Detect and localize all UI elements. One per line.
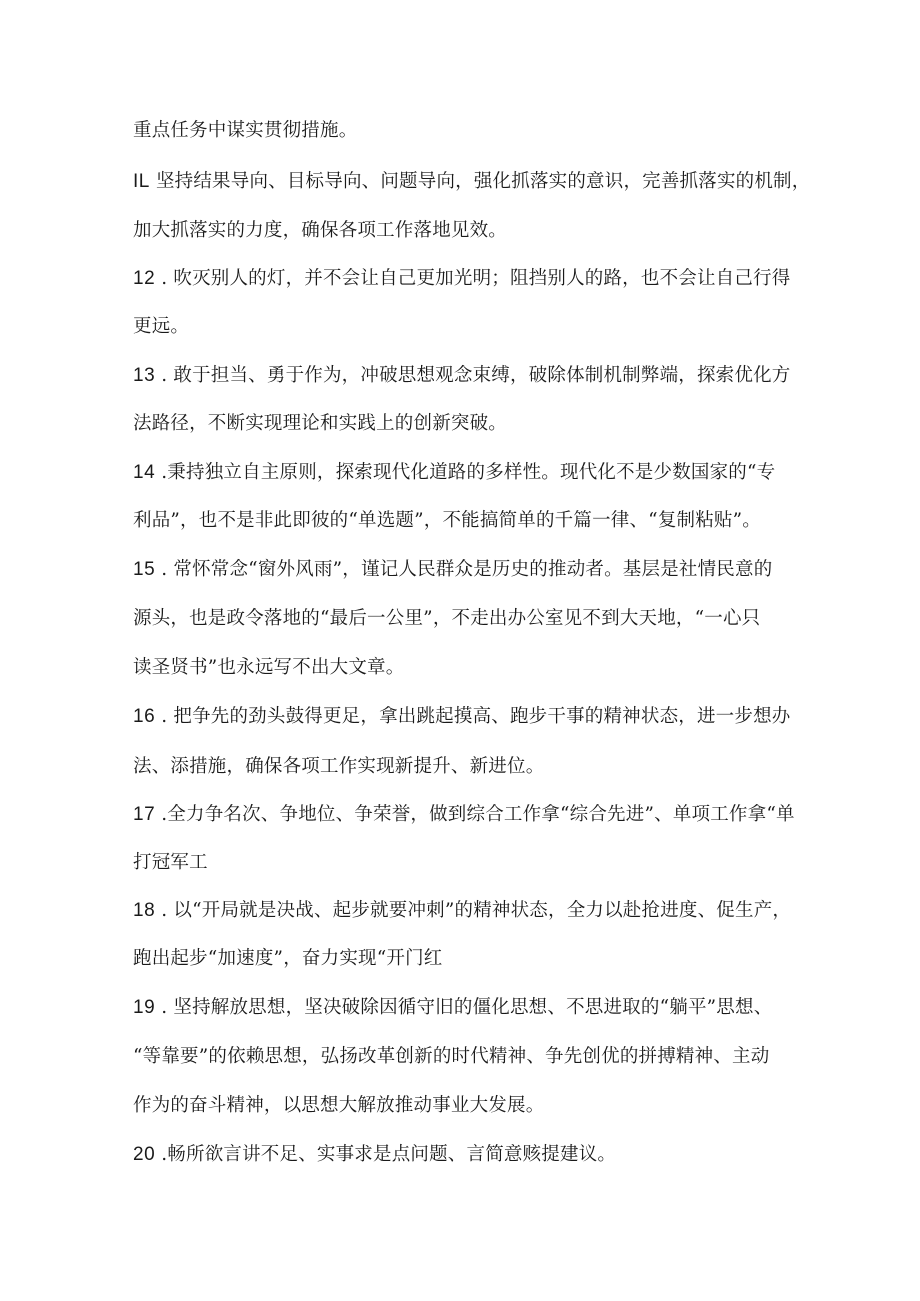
line-text: 读圣贤书”也永远写不出大文章。 bbox=[133, 657, 405, 678]
line-text: 作为的奋斗精神，以思想大解放推动事业大发展。 bbox=[133, 1095, 545, 1116]
text-line bbox=[133, 219, 507, 243]
item-number: 18 bbox=[133, 900, 156, 921]
line-text: 源头，也是政令落地的“最后一公里”，不走出办公室见不到大天地，“一心只 bbox=[133, 608, 761, 629]
line-text: 法、添措施，确保各项工作实现新提升、新进位。 bbox=[133, 756, 545, 777]
line-text: . 把争先的劲头鼓得更足，拿出跳起摸高、跑步干事的精神状态，进一步想办 bbox=[155, 706, 791, 727]
item-number: 12 bbox=[133, 268, 156, 289]
text-line bbox=[133, 412, 507, 436]
text-line bbox=[133, 705, 791, 729]
line-text: 跑出起步“加速度”，奋力实现“开门红 bbox=[133, 948, 443, 969]
item-number: IL bbox=[133, 171, 150, 192]
line-text: . 坚持解放思想，坚决破除因循守旧的僵化思想、不思进取的“躺平”思想、 bbox=[155, 997, 773, 1018]
text-line bbox=[133, 851, 208, 875]
text-line bbox=[133, 461, 775, 485]
text-line bbox=[133, 996, 772, 1020]
line-text: . 敢于担当、勇于作为，冲破思想观念束缚，破除体制机制弊端，探索优化方 bbox=[155, 365, 791, 386]
line-text: 加大抓落实的力度，确保各项工作落地见效。 bbox=[133, 220, 508, 241]
text-line bbox=[133, 755, 544, 779]
text-line bbox=[133, 119, 357, 143]
item-number: 19 bbox=[133, 997, 156, 1018]
line-text: . 吹灭别人的灯，并不会让自己更加光明；阻挡别人的路，也不会让自己行得 bbox=[155, 268, 791, 289]
line-text: 更远。 bbox=[133, 316, 190, 337]
line-text: 法路径，不断实现理论和实践上的创新突破。 bbox=[133, 413, 508, 434]
text-line bbox=[133, 607, 760, 631]
text-line bbox=[133, 267, 791, 291]
line-text: .畅所欲言讲不足、实事求是点问题、言简意赅提建议。 bbox=[155, 1144, 617, 1165]
text-line bbox=[133, 947, 442, 971]
item-number: 15 bbox=[133, 559, 156, 580]
text-line bbox=[133, 1094, 544, 1118]
text-line bbox=[133, 170, 810, 194]
line-text: 利品”，也不是非此即彼的“单选题”，不能搞简单的千篇一律、“复制粘贴”。 bbox=[133, 510, 761, 531]
line-text: 坚持结果导向、目标导向、问题导向，强化抓落实的意识，完善抓落实的机制， bbox=[149, 171, 811, 192]
text-line bbox=[133, 315, 189, 339]
line-text: .全力争名次、争地位、争荣誉，做到综合工作拿“综合先进”、单项工作拿“单 bbox=[155, 804, 795, 825]
line-text: .秉持独立自主原则，探索现代化道路的多样性。现代化不是少数国家的“专 bbox=[155, 462, 776, 483]
item-number: 20 bbox=[133, 1144, 156, 1165]
text-line bbox=[133, 1143, 616, 1167]
text-line bbox=[133, 656, 404, 680]
text-line bbox=[133, 558, 772, 582]
text-line bbox=[133, 364, 791, 388]
text-line bbox=[133, 803, 795, 827]
text-line bbox=[133, 509, 761, 533]
text-line bbox=[133, 1045, 769, 1069]
line-text: 打冠军工 bbox=[133, 852, 208, 873]
line-text: “等靠要”的依赖思想，弘扬改革创新的时代精神、争先创优的拼搏精神、主动 bbox=[133, 1046, 770, 1067]
line-text: . 以“开局就是决战、起步就要冲刺”的精神状态，全力以赴抢进度、促生产， bbox=[155, 900, 792, 921]
item-number: 16 bbox=[133, 706, 156, 727]
item-number: 13 bbox=[133, 365, 156, 386]
text-line bbox=[133, 899, 791, 923]
item-number: 17 bbox=[133, 804, 156, 825]
line-text: . 常怀常念“窗外风雨”，谨记人民群众是历史的推动者。基层是社情民意的 bbox=[155, 559, 773, 580]
line-text: 重点任务中谋实贯彻措施。 bbox=[133, 120, 358, 141]
item-number: 14 bbox=[133, 462, 156, 483]
